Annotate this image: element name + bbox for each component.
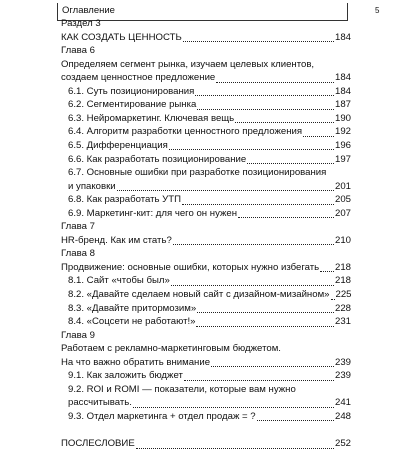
toc-entry-title: На что важно обратить внимание [61,356,211,368]
toc-entry [61,234,351,248]
toc-entry-page: 225 [335,289,352,300]
dot-leader [320,271,334,272]
dot-leader [235,122,334,123]
toc-entry-page: 252 [334,438,351,450]
toc-entry-page: 184 [334,72,351,84]
toc-heading: Глава 9 [61,329,95,341]
toc-entry-title: 9.1. Как заложить бюджет [68,370,183,382]
toc-entry-title: 6.5. Дифференциация [68,139,168,151]
toc-entry [68,139,351,153]
toc-heading: Глава 6 [61,45,95,57]
dot-leader [183,41,334,42]
dot-leader [197,109,334,110]
toc-entry-page: 190 [334,112,351,124]
toc-entry-page: 184 [334,31,351,43]
dot-leader [331,299,335,300]
toc-heading: Глава 8 [61,248,95,260]
toc-entry [61,71,351,85]
toc-entry-page: 231 [334,316,351,328]
dot-leader [303,136,334,137]
dot-leader [216,82,334,83]
toc-entry [68,153,351,167]
toc-entry-title: 9.3. Отдел маркетинга + отдел продаж = ? [68,410,256,422]
toc-entry-title: 6.3. Нейромаркетинг. Ключевая вещь [68,112,235,124]
toc-heading: Определяем сегмент рынка, изучаем целевых клиентов, [61,58,315,70]
dot-leader [169,149,334,150]
toc-entry [68,315,351,329]
toc-entry-page: 218 [334,275,351,287]
toc-entry-page: 207 [334,207,351,219]
toc-entry [68,85,351,99]
dot-leader [238,217,334,218]
dot-leader [133,407,334,408]
toc-entry-page: 241 [334,397,351,409]
toc-entry-title: 6.2. Сегментирование рынка [68,99,197,111]
dot-leader [196,326,334,327]
toc-entry-title: рассчитывать. [68,397,132,409]
toc-entry-title: 8.2. «Давайте сделаем новый сайт с дизайном-мизайном» [68,289,330,300]
toc-entry-page: 228 [334,302,351,314]
toc-entry [61,261,351,275]
dot-leader [195,95,334,96]
toc-entry [68,274,351,288]
toc-entry [68,396,351,410]
dot-leader [182,204,334,205]
dot-leader [117,190,334,191]
toc-entry [68,288,351,302]
toc-entry-title: HR-бренд. Как им стать? [61,234,172,246]
toc-entry-title: 6.6. Как разработать позиционирование [68,153,247,165]
toc-entry-page: 205 [334,194,351,206]
toc-entry-page: 197 [334,153,351,165]
toc-entry [61,31,351,45]
toc-entry-title: КАК СОЗДАТЬ ЦЕННОСТЬ [61,31,182,43]
toc-entry-page: 218 [334,261,351,273]
toc-entry [68,193,351,207]
toc-entry-title: ПОСЛЕСЛОВИЕ [61,438,135,450]
toc-entry [61,356,351,370]
toc-entry [68,302,351,316]
toc-entry [68,207,351,221]
toc-entry-page: 196 [334,139,351,151]
toc-heading: Раздел 3 [61,18,101,29]
dot-leader [257,420,334,421]
dot-leader [247,163,334,164]
toc-entry-title: 6.9. Маркетинг-кит: для чего он нужен [68,207,238,219]
toc-entry-page: 187 [334,99,351,111]
header-title: Оглавление [62,5,115,16]
toc-heading: 6.7. Основные ошибки при разработке позиционирования [68,167,327,179]
toc-entry-page: 201 [334,180,351,192]
dot-leader [184,380,334,381]
toc-entry-title: 6.1. Суть позиционирования [68,85,195,97]
toc-entry-title: и упаковки [68,180,116,192]
toc-entry-title: 6.8. Как разработать УТП [68,194,182,206]
toc-entry-title: Продвижение: основные ошибки, которых нужно избегать [61,261,320,273]
dot-leader [173,244,334,245]
toc-entry [68,410,351,424]
dot-leader [211,366,334,367]
toc-entry-page: 239 [334,370,351,382]
toc-entry-page: 239 [334,356,351,368]
toc-entry-title: 8.4. «Соцсети не работают!» [68,316,196,328]
toc-entry [68,125,351,139]
toc-entry-page: 248 [334,410,351,422]
toc-entry-title: 8.1. Сайт «чтобы был» [68,275,170,287]
toc-entry [68,180,351,194]
toc-entry-page: 192 [334,126,351,138]
toc-entry-title: 6.4. Алгоритм разработки ценностного предложения [68,126,303,138]
toc-entry-title: 8.3. «Давайте притормозим» [68,302,197,314]
page-number: 5 [375,6,380,15]
toc-entry-title: создаем ценностное предложение [61,72,216,84]
dot-leader [197,312,334,313]
toc-entry-page: 210 [334,234,351,246]
dot-leader [171,285,334,286]
toc-entry [68,98,351,112]
toc-heading: Работаем с рекламно-маркетинговым бюджетом. [61,343,281,355]
toc-entry-page: 184 [334,85,351,97]
toc-heading: Глава 7 [61,221,95,233]
toc-entry [68,369,351,383]
toc-entry [61,437,351,451]
toc-heading: 9.2. ROI и ROMI — показатели, которые вам нужно [68,383,296,395]
toc-entry [68,112,351,126]
dot-leader [136,448,334,449]
